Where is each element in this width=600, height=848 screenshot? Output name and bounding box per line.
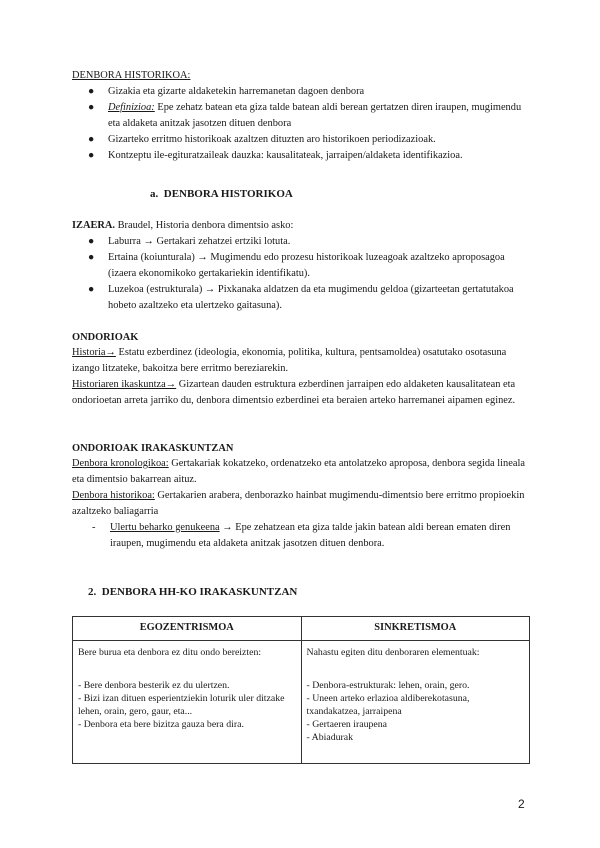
sinkretismoa-intro: Nahastu egiten ditu denboraren elementuak: — [306, 647, 480, 658]
list-item: ● Kontzeptu ile-egituratzaileak dauzka: kausalitateak, jarraipen/aldaketa identifikazioa. — [88, 148, 528, 164]
list-item: - Uneen arteko erlazioa aldiberekotasuna, txandakatzea, jarraipena — [306, 693, 470, 717]
izaera-intro: IZAERA. Braudel, Historia denbora dimentsio asko: — [72, 220, 294, 231]
page-number: 2 — [518, 797, 525, 811]
izaera-list — [88, 234, 528, 314]
ondorioak-paragraph-2: Historiaren ikaskuntza→ Gizartean dauden estruktura ezberdinen jarraipen edo aldaketen kausalitatean eta ondorioetan arreta jarriko du, denbora dimentsio ezberdinei eta beraien arteko harremanei aipamen eginez. — [72, 379, 516, 406]
list-item: ● Gizarteko erritmo historikoak azaltzen dituzten aro historikoen periodizazioak. — [88, 132, 528, 148]
definition-label: Definizioa: — [108, 102, 155, 113]
table-header-egozentrismoa: EGOZENTRISMOA — [73, 617, 302, 641]
bullet-icon: ● — [88, 86, 95, 97]
list-item: ● Definizioa: Epe zehatz batean eta giza talde batean aldi berean gertatzen diren iraupen, mugimendu eta aldaketa anitzak jasotzen dituen denbora — [88, 102, 522, 129]
list-item: ● Gizakia eta gizarte aldaketekin harremanetan dagoen denbora — [88, 84, 528, 100]
ondorioak-paragraph-1: Historia→ Estatu ezberdinez (ideologia, ekonomia, politika, kultura, pentsamoldea) osatutako osotasuna izango litzateke, bakoitza bere erritmo bereziarekin. — [72, 347, 507, 374]
bullet-icon: ● — [88, 102, 95, 113]
ondorioak-irakaskuntzan-heading: ONDORIOAK IRAKASKUNTZAN — [72, 443, 234, 454]
section-2-heading — [88, 584, 297, 600]
comparison-table — [72, 616, 530, 764]
list-item: - Denbora-estrukturak: lehen, orain, gero. — [306, 680, 470, 691]
bullet-icon: ● — [88, 284, 95, 295]
bullet-icon: ● — [88, 134, 95, 145]
bullet-icon: ● — [88, 236, 95, 247]
list-item: ● Ertaina (koiunturala) → Mugimendu edo prozesu historikoak luzeagoak azaltzeko aproposagoa (izaera ekonomikoko gertakariekin identifikatu). — [88, 252, 505, 279]
egozentrismoa-intro: Bere burua eta denbora ez ditu ondo bereizten: — [78, 647, 262, 658]
section-a-marker: a. — [150, 188, 159, 200]
table-header-sinkretismoa: SINKRETISMOA — [301, 617, 530, 641]
section-2-title: DENBORA HH-KO IRAKASKUNTZAN — [101, 586, 298, 598]
list-item: - Denbora eta bere bizitza gauza bera dira. — [78, 719, 244, 730]
bullet-icon: ● — [88, 252, 95, 263]
kronologikoa-paragraph: Denbora kronologikoa: Gertakariak kokatzeko, ordenatzeko eta antolatzeko aproposa, denbora segida lineala eta dimentsio bakarrean aituz. — [72, 458, 525, 485]
sinkretismoa-cell — [301, 641, 530, 764]
ulertu-paragraph: Ulertu beharko genukeena → Epe zehatzean eta giza talde jakin batean aldi berean ematen diren iraupen, mugimendu eta aldaketa anitzak jasotzen dituen denbora. — [110, 522, 511, 549]
table-header-row — [73, 617, 530, 641]
ondorioak-heading: ONDORIOAK — [72, 332, 139, 343]
dash-marker: - — [92, 522, 96, 533]
list-item: - Gertaeren iraupena — [306, 719, 387, 730]
historikoa-paragraph: Denbora historikoa: Gertakarien arabera, denborazko hainbat mugimendu-dimentsio bere erritmo propioekin azaltzeko baliagarria — [72, 490, 525, 517]
list-item: - Bere denbora besterik ez du ulertzen. — [78, 680, 230, 691]
list-item: ● Laburra → Gertakari zehatzei ertziki lotuta. — [88, 234, 528, 250]
list-item: - Bizi izan dituen esperientziekin loturik uler ditzake lehen, orain, gero, gaur, eta... — [78, 693, 285, 717]
section-a-title: DENBORA HISTORIKOA — [163, 188, 293, 200]
intro-bullet-list — [88, 84, 528, 164]
intro-title: DENBORA HISTORIKOA: — [72, 70, 191, 81]
section-a-heading — [150, 186, 293, 202]
egozentrismoa-cell — [73, 641, 302, 764]
section-2-marker: 2. — [88, 586, 97, 598]
list-item: ● Luzekoa (estrukturala) → Pixkanaka aldatzen da eta mugimendu geldoa (gizarteetan gertatutakoa hobeto azaltzeko eta ulertzeko gaitasuna). — [88, 284, 514, 311]
table-row — [73, 641, 530, 764]
bullet-icon: ● — [88, 150, 95, 161]
list-item: - Abiadurak — [306, 732, 354, 743]
izaera-label: IZAERA. — [72, 220, 116, 231]
